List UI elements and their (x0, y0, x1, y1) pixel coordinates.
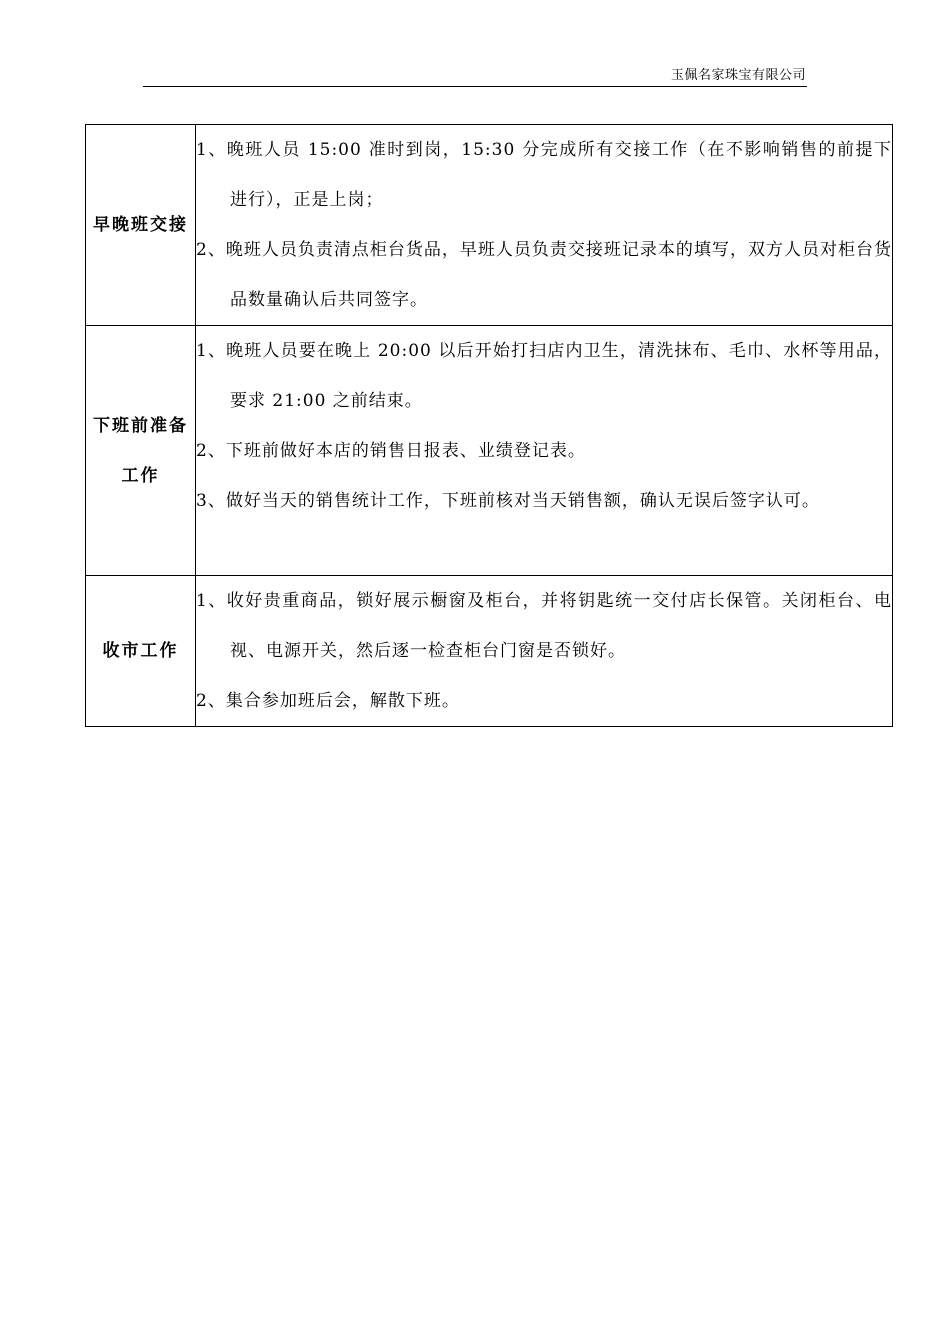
list-item: 1、收好贵重商品，锁好展示橱窗及柜台，并将钥匙统一交付店长保管。关闭柜台、电视、电源开关，然后逐一检查柜台门窗是否锁好。 (196, 591, 892, 661)
section-label: 下班前准备工作 (86, 326, 196, 576)
list-item: 1、晚班人员 15:00 准时到岗，15:30 分完成所有交接工作（在不影响销售的前提下进行），正是上岗； (196, 140, 892, 210)
table-row (86, 125, 893, 326)
list-item: 2、晚班人员负责清点柜台货品，早班人员负责交接班记录本的填写，双方人员对柜台货品数量确认后共同签字。 (196, 240, 892, 310)
list-item: 1、晚班人员要在晚上 20:00 以后开始打扫店内卫生，清洗抹布、毛巾、水杯等用品，要求 21:00 之前结束。 (196, 341, 892, 411)
list-item: 2、集合参加班后会，解散下班。 (196, 691, 460, 711)
company-name: 玉佩名家珠宝有限公司 (670, 68, 806, 83)
section-content (196, 576, 893, 727)
section-label: 早晚班交接 (86, 125, 196, 326)
header-divider (143, 86, 807, 87)
table-row (86, 326, 893, 576)
section-content (196, 125, 893, 326)
list-item: 2、下班前做好本店的销售日报表、业绩登记表。 (196, 441, 586, 461)
section-content (196, 326, 893, 576)
table-row (86, 576, 893, 727)
list-item: 3、做好当天的销售统计工作，下班前核对当天销售额，确认无误后签字认可。 (196, 491, 820, 511)
section-label: 收市工作 (86, 576, 196, 727)
procedure-table (85, 124, 893, 727)
